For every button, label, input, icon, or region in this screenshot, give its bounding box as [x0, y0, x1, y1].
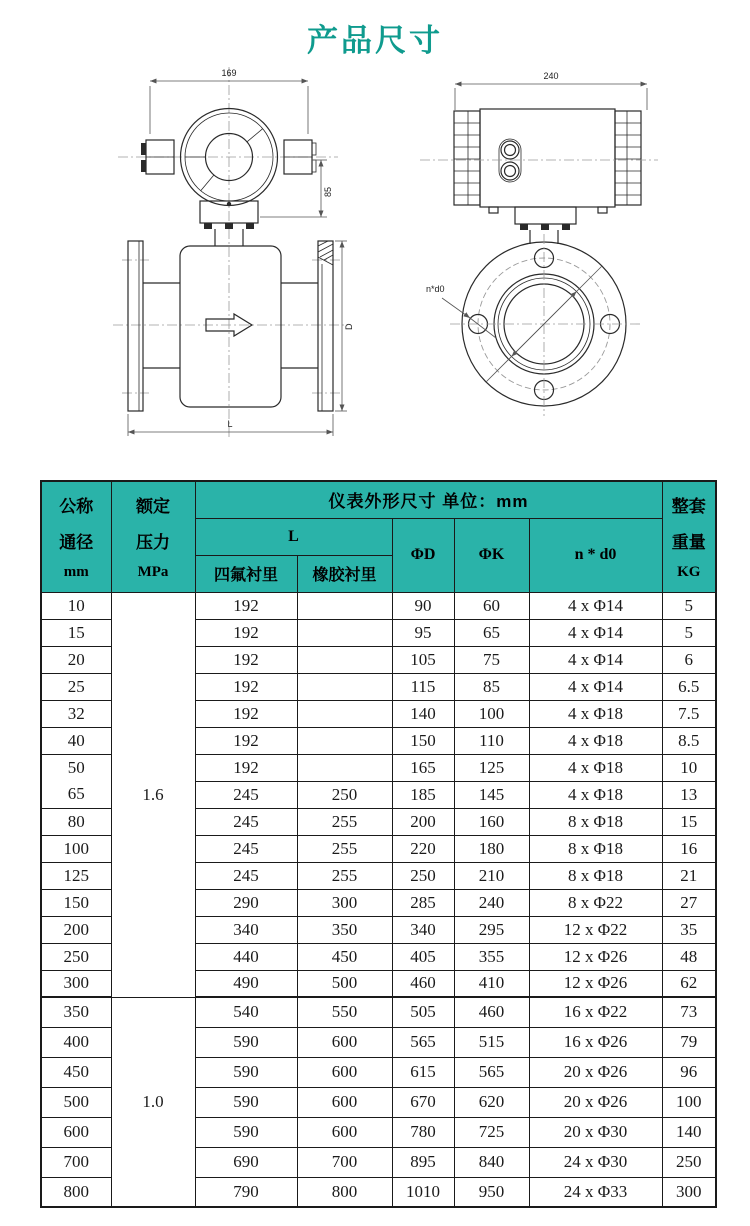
table-header: [41, 481, 716, 592]
cell-n-d0: 20 x Φ30: [529, 1117, 662, 1147]
cell-kg: 8.5: [662, 727, 716, 754]
cell-phi-k: 565: [454, 1057, 529, 1087]
cell-dn: 25: [41, 673, 111, 700]
cell-phi-d: 615: [392, 1057, 454, 1087]
cell-phi-d: 220: [392, 835, 454, 862]
cell-phi-d: 115: [392, 673, 454, 700]
cell-kg: 62: [662, 970, 716, 997]
cell-phi-k: 240: [454, 889, 529, 916]
cell-dn: 400: [41, 1027, 111, 1057]
cell-l-rubber: 255: [297, 808, 392, 835]
cell-phi-k: 85: [454, 673, 529, 700]
cell-dn: 65: [41, 781, 111, 808]
cell-kg: 100: [662, 1087, 716, 1117]
cell-n-d0: 20 x Φ26: [529, 1057, 662, 1087]
cell-phi-d: 340: [392, 916, 454, 943]
cell-kg: 5: [662, 619, 716, 646]
cell-dn: 10: [41, 592, 111, 619]
cell-n-d0: 24 x Φ33: [529, 1177, 662, 1207]
cell-phi-d: 460: [392, 970, 454, 997]
cell-phi-k: 180: [454, 835, 529, 862]
cell-kg: 250: [662, 1147, 716, 1177]
header-weight-line1: 整套: [671, 497, 706, 517]
cell-dn: 800: [41, 1177, 111, 1207]
cell-phi-k: 65: [454, 619, 529, 646]
cell-phi-d: 165: [392, 754, 454, 781]
cell-dn: 15: [41, 619, 111, 646]
cell-phi-k: 410: [454, 970, 529, 997]
cell-l-rubber: 450: [297, 943, 392, 970]
bolt-callout-label: n*d0: [426, 284, 445, 294]
header-dn-line1: 公称: [59, 497, 94, 517]
cell-kg: 5: [662, 592, 716, 619]
cell-n-d0: 8 x Φ18: [529, 862, 662, 889]
cell-phi-d: 95: [392, 619, 454, 646]
cell-dn: 450: [41, 1057, 111, 1087]
cell-l-rubber: 500: [297, 970, 392, 997]
cell-kg: 7.5: [662, 700, 716, 727]
cell-phi-d: 405: [392, 943, 454, 970]
cell-l-ptfe: 290: [195, 889, 297, 916]
header-dn-unit: mm: [63, 564, 89, 581]
cell-l-rubber: [297, 700, 392, 727]
header-total-weight: [662, 481, 716, 592]
cell-l-ptfe: 192: [195, 754, 297, 781]
dim-85-label: 85: [323, 186, 333, 197]
cell-phi-d: 780: [392, 1117, 454, 1147]
cell-n-d0: 4 x Φ14: [529, 646, 662, 673]
cell-n-d0: 12 x Φ26: [529, 943, 662, 970]
cell-phi-d: 105: [392, 646, 454, 673]
cell-dn: 500: [41, 1087, 111, 1117]
cell-l-rubber: 600: [297, 1087, 392, 1117]
cell-l-ptfe: 192: [195, 646, 297, 673]
cell-dn: 100: [41, 835, 111, 862]
cell-l-rubber: [297, 727, 392, 754]
cell-dn: 700: [41, 1147, 111, 1177]
cell-dn: 125: [41, 862, 111, 889]
cell-l-rubber: 255: [297, 862, 392, 889]
cell-phi-k: 145: [454, 781, 529, 808]
cell-kg: 96: [662, 1057, 716, 1087]
cell-dn: 80: [41, 808, 111, 835]
cell-l-ptfe: 192: [195, 700, 297, 727]
cell-n-d0: 12 x Φ26: [529, 970, 662, 997]
cell-n-d0: 16 x Φ26: [529, 1027, 662, 1057]
header-dn-line2: 通径: [59, 533, 94, 553]
cell-l-rubber: 350: [297, 916, 392, 943]
cell-kg: 15: [662, 808, 716, 835]
cell-kg: 73: [662, 997, 716, 1027]
cell-phi-d: 140: [392, 700, 454, 727]
cell-dn: 600: [41, 1117, 111, 1147]
cell-kg: 79: [662, 1027, 716, 1057]
cell-n-d0: 4 x Φ18: [529, 754, 662, 781]
cell-l-rubber: [297, 646, 392, 673]
cell-kg: 35: [662, 916, 716, 943]
cell-phi-k: 295: [454, 916, 529, 943]
cell-l-ptfe: 340: [195, 916, 297, 943]
cell-n-d0: 12 x Φ22: [529, 916, 662, 943]
header-ptfe-lining: 四氟衬里: [195, 555, 297, 592]
cell-l-ptfe: 245: [195, 862, 297, 889]
header-phi-d: ΦD: [392, 518, 454, 592]
cell-kg: 13: [662, 781, 716, 808]
cell-phi-d: 200: [392, 808, 454, 835]
cell-n-d0: 4 x Φ14: [529, 592, 662, 619]
cell-dn: 40: [41, 727, 111, 754]
cell-phi-k: 460: [454, 997, 529, 1027]
cell-kg: 140: [662, 1117, 716, 1147]
cell-phi-d: 565: [392, 1027, 454, 1057]
cell-l-ptfe: 245: [195, 835, 297, 862]
cell-n-d0: 24 x Φ30: [529, 1147, 662, 1177]
cell-l-ptfe: 440: [195, 943, 297, 970]
cell-kg: 300: [662, 1177, 716, 1207]
cell-l-rubber: [297, 619, 392, 646]
cell-phi-d: 90: [392, 592, 454, 619]
cell-dn: 32: [41, 700, 111, 727]
cell-pressure: 1.6: [111, 592, 195, 997]
table-body: [41, 592, 716, 1207]
cell-dn: 350: [41, 997, 111, 1027]
header-pressure-unit: MPa: [137, 564, 169, 581]
cell-l-rubber: 550: [297, 997, 392, 1027]
cell-kg: 48: [662, 943, 716, 970]
cell-l-ptfe: 540: [195, 997, 297, 1027]
cell-phi-d: 670: [392, 1087, 454, 1117]
cell-l-rubber: 600: [297, 1057, 392, 1087]
dim-l-label: L: [227, 419, 233, 429]
header-rubber-lining: 橡胶衬里: [297, 555, 392, 592]
header-length-l: L: [195, 518, 392, 555]
cell-n-d0: 4 x Φ18: [529, 727, 662, 754]
cell-dn: 50: [41, 754, 111, 781]
cell-l-rubber: 800: [297, 1177, 392, 1207]
cell-phi-k: 950: [454, 1177, 529, 1207]
cell-dn: 300: [41, 970, 111, 997]
cell-phi-d: 1010: [392, 1177, 454, 1207]
cell-n-d0: 8 x Φ18: [529, 835, 662, 862]
cell-l-ptfe: 590: [195, 1087, 297, 1117]
cell-phi-k: 840: [454, 1147, 529, 1177]
header-phi-k: ΦK: [454, 518, 529, 592]
drawings-section: [0, 64, 750, 472]
cell-l-ptfe: 590: [195, 1117, 297, 1147]
cell-l-ptfe: 490: [195, 970, 297, 997]
cell-pressure: 1.0: [111, 997, 195, 1207]
cell-phi-d: 150: [392, 727, 454, 754]
cell-dn: 20: [41, 646, 111, 673]
cell-l-rubber: 600: [297, 1117, 392, 1147]
cell-phi-d: 185: [392, 781, 454, 808]
cell-phi-k: 100: [454, 700, 529, 727]
cell-phi-k: 125: [454, 754, 529, 781]
cell-kg: 6: [662, 646, 716, 673]
cell-l-ptfe: 245: [195, 781, 297, 808]
cell-l-ptfe: 245: [195, 808, 297, 835]
cell-n-d0: 20 x Φ26: [529, 1087, 662, 1117]
header-n-d0: n * d0: [529, 518, 662, 592]
cell-kg: 27: [662, 889, 716, 916]
cell-l-ptfe: 192: [195, 727, 297, 754]
cell-l-rubber: 600: [297, 1027, 392, 1057]
dim-240-label: 240: [543, 71, 559, 81]
cell-phi-k: 620: [454, 1087, 529, 1117]
right-drawing-end-view: [412, 64, 712, 464]
cell-l-rubber: 300: [297, 889, 392, 916]
cell-l-ptfe: 690: [195, 1147, 297, 1177]
cell-n-d0: 16 x Φ22: [529, 997, 662, 1027]
cell-l-ptfe: 590: [195, 1027, 297, 1057]
cell-l-rubber: 700: [297, 1147, 392, 1177]
cell-l-ptfe: 790: [195, 1177, 297, 1207]
cell-kg: 6.5: [662, 673, 716, 700]
cell-phi-d: 895: [392, 1147, 454, 1177]
dimension-table: [40, 480, 717, 1208]
cell-l-rubber: [297, 673, 392, 700]
cell-l-ptfe: 192: [195, 673, 297, 700]
cell-phi-k: 515: [454, 1027, 529, 1057]
dim-169-label: 169: [221, 68, 237, 78]
cell-l-rubber: [297, 754, 392, 781]
cell-n-d0: 4 x Φ14: [529, 619, 662, 646]
cell-dn: 250: [41, 943, 111, 970]
cell-n-d0: 4 x Φ18: [529, 781, 662, 808]
cell-n-d0: 4 x Φ18: [529, 700, 662, 727]
header-pressure-line2: 压力: [136, 533, 170, 553]
header-overall-dimensions: 仪表外形尺寸 单位：mm: [195, 481, 662, 518]
cell-phi-k: 110: [454, 727, 529, 754]
cell-n-d0: 8 x Φ18: [529, 808, 662, 835]
cell-phi-d: 250: [392, 862, 454, 889]
left-drawing-side-view: [88, 64, 393, 464]
header-pressure-line1: 额定: [136, 497, 170, 517]
cell-n-d0: 4 x Φ14: [529, 673, 662, 700]
cell-kg: 16: [662, 835, 716, 862]
cell-l-rubber: 250: [297, 781, 392, 808]
header-rated-pressure: [111, 481, 195, 592]
table-row: [41, 997, 716, 1027]
header-weight-unit: KG: [677, 564, 701, 581]
cell-phi-k: 355: [454, 943, 529, 970]
cell-phi-k: 60: [454, 592, 529, 619]
cell-dn: 200: [41, 916, 111, 943]
cell-l-ptfe: 192: [195, 619, 297, 646]
header-nominal-diameter: [41, 481, 111, 592]
header-weight-line2: 重量: [671, 533, 706, 553]
cell-l-rubber: 255: [297, 835, 392, 862]
cell-phi-d: 285: [392, 889, 454, 916]
cell-kg: 10: [662, 754, 716, 781]
cell-n-d0: 8 x Φ22: [529, 889, 662, 916]
cell-phi-k: 160: [454, 808, 529, 835]
cell-phi-k: 75: [454, 646, 529, 673]
cell-dn: 150: [41, 889, 111, 916]
cell-phi-k: 725: [454, 1117, 529, 1147]
cell-kg: 21: [662, 862, 716, 889]
cell-phi-k: 210: [454, 862, 529, 889]
page-title: 产品尺寸: [307, 23, 443, 58]
table-row: [41, 592, 716, 619]
cell-phi-d: 505: [392, 997, 454, 1027]
cell-l-rubber: [297, 592, 392, 619]
cell-l-ptfe: 590: [195, 1057, 297, 1087]
dim-d-label: D: [344, 323, 354, 330]
cell-l-ptfe: 192: [195, 592, 297, 619]
